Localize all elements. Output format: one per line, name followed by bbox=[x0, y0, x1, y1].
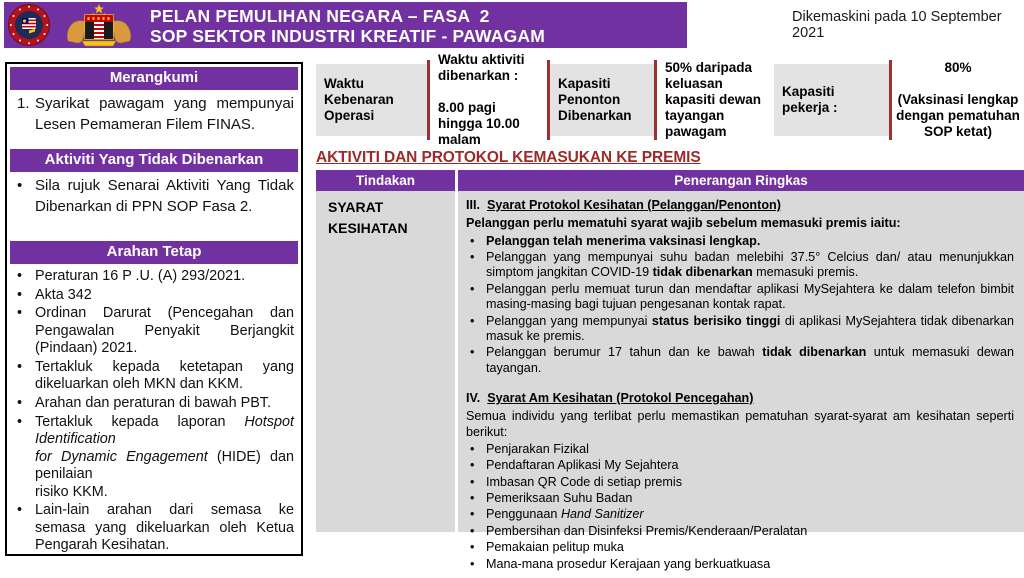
bullet-marker: • bbox=[17, 413, 23, 430]
column-header-tindakan: Tindakan bbox=[316, 170, 455, 191]
page-title-line2: SOP SEKTOR INDUSTRI KREATIF - PAWAGAM bbox=[150, 26, 546, 46]
bullet-marker: • bbox=[470, 458, 475, 473]
list-number: 1. bbox=[17, 95, 30, 112]
sidebar-list-arahan-tetap bbox=[7, 264, 301, 562]
list-item bbox=[15, 414, 294, 502]
bullet-marker: • bbox=[17, 305, 23, 322]
list-item bbox=[466, 458, 1014, 473]
list-item-text: Mana-mana prosedur Kerajaan yang berkuatkuasa bbox=[486, 556, 771, 571]
bullet-marker: • bbox=[17, 394, 23, 411]
bullet-marker: • bbox=[17, 268, 23, 284]
mkn-crest-icon bbox=[7, 3, 51, 47]
list-item bbox=[15, 305, 294, 358]
bullet-marker: • bbox=[470, 523, 475, 538]
list-item bbox=[466, 557, 1014, 572]
info-value-kapasiti-penonton bbox=[657, 60, 774, 140]
intro-sec3: Pelanggan perlu mematuhi syarat wajib sebelum memasuki premis iaitu: bbox=[466, 216, 901, 231]
header-titles bbox=[150, 6, 545, 46]
list-item-text: Akta 342 bbox=[35, 286, 92, 303]
list-item bbox=[466, 234, 1014, 249]
header-banner bbox=[4, 2, 687, 48]
list-item bbox=[15, 395, 294, 413]
list-item-text: Penjarakan Fizikal bbox=[486, 442, 589, 457]
list-item bbox=[466, 282, 1014, 313]
table-header-row bbox=[316, 170, 1024, 191]
list-item bbox=[15, 287, 294, 305]
bullet-marker: • bbox=[470, 556, 475, 571]
heading-numeral: III. bbox=[466, 198, 480, 212]
updated-date: Dikemaskini pada 10 September 2021 bbox=[792, 9, 1002, 41]
list-item bbox=[466, 524, 1014, 539]
row-label-line2: KESIHATAN bbox=[328, 220, 408, 236]
info-strip bbox=[316, 52, 1024, 147]
sidebar-heading-merangkumi: Merangkumi bbox=[10, 67, 298, 90]
left-sidebar bbox=[5, 62, 303, 556]
sidebar-heading-arahan-tetap: Arahan Tetap bbox=[10, 241, 298, 264]
list-item-text: Pelanggan yang mempunyai status berisiko tinggi di aplikasi MySejahtera tidak dibenarkan masuk ke premis. bbox=[486, 313, 1014, 343]
list-item bbox=[15, 268, 294, 286]
info-label-text: Waktu Kebenaran Operasi bbox=[324, 76, 394, 123]
list-item bbox=[15, 359, 294, 394]
list-item-text: Ordinan Darurat (Pencegahan dan Pengawalan Penyakit Berjangkit (Pindaan) 2021. bbox=[35, 305, 294, 357]
info-label-kapasiti-pekerja bbox=[774, 64, 889, 136]
list-item-text: Penggunaan Hand Sanitizer bbox=[486, 507, 644, 522]
info-value-kapasiti-pekerja: 80% (Vaksinasi lengkap dengan pematuhan SOP ketat) bbox=[896, 60, 1020, 139]
list-item bbox=[466, 540, 1014, 555]
list-item-text: Pembersihan dan Disinfeksi Premis/Kenderaan/Peralatan bbox=[486, 523, 808, 538]
list-item-text: Peraturan 16 P .U. (A) 293/2021. bbox=[35, 268, 246, 284]
bullet-marker: • bbox=[470, 233, 475, 248]
sidebar-heading-aktiviti-tidak-dibenarkan: Aktiviti Yang Tidak Dibenarkan bbox=[10, 149, 298, 172]
row-label-line1: SYARAT bbox=[328, 199, 384, 215]
list-item bbox=[15, 502, 294, 555]
intro-sec4: Semua individu yang terlibat perlu memastikan pematuhan syarat-syarat am kesihatan seperti berikut: bbox=[466, 409, 1014, 439]
jata-negara-icon bbox=[58, 3, 140, 48]
sidebar-list-aktiviti bbox=[7, 172, 301, 238]
bullet-marker: • bbox=[17, 286, 23, 303]
section-title: AKTIVITI DAN PROTOKOL KEMASUKAN KE PREMIS bbox=[316, 149, 701, 166]
list-item-text: Tertakluk kepada laporan Hotspot Identification for Dynamic Engagement (HIDE) dan penilaian risiko KKM. bbox=[35, 413, 294, 500]
list-item-text: Tertakluk kepada ketetapan yang dikeluarkan oleh MKN dan KKM. bbox=[35, 358, 294, 393]
list-item-text: Syarikat pawagam yang mempunyai Lesen Pemameran Filem FINAS. bbox=[35, 95, 294, 133]
bullet-marker: • bbox=[470, 281, 475, 296]
bullet-marker: • bbox=[17, 177, 23, 194]
list-item-text: Imbasan QR Code di setiap premis bbox=[486, 474, 682, 489]
list-item-text: Pelanggan telah menerima vaksinasi lengkap. bbox=[486, 233, 761, 248]
list-item bbox=[466, 491, 1014, 506]
list-item-text: Pemeriksaan Suhu Badan bbox=[486, 491, 633, 506]
bullet-marker: • bbox=[470, 442, 475, 457]
heading-syarat-protokol-kesihatan bbox=[466, 198, 1014, 213]
bullet-marker: • bbox=[470, 507, 475, 522]
info-value-waktu-aktiviti: Waktu aktiviti dibenarkan : 8.00 pagi hingga 10.00 malam bbox=[438, 52, 525, 147]
heading-numeral: IV. bbox=[466, 390, 481, 405]
heading-syarat-am-kesihatan bbox=[466, 391, 1014, 406]
list-item-text: Sila rujuk Senarai Aktiviti Yang Tidak Dibenarkan di PPN SOP Fasa 2. bbox=[35, 177, 294, 215]
info-value-text: 50% daripada keluasan kapasiti dewan tayangan pawagam bbox=[665, 60, 762, 139]
info-label-text: Kapasiti Penonton Dibenarkan bbox=[558, 76, 632, 123]
bullet-marker: • bbox=[470, 313, 475, 328]
bullet-marker: • bbox=[17, 358, 23, 375]
list-item bbox=[466, 250, 1014, 281]
bullet-marker: • bbox=[470, 540, 475, 555]
page-title-line1: PELAN PEMULIHAN NEGARA – FASA 2 bbox=[150, 6, 490, 26]
info-label-kapasiti-penonton bbox=[550, 64, 654, 136]
list-item bbox=[466, 314, 1014, 345]
list-item bbox=[15, 176, 294, 217]
penerangan-content bbox=[458, 191, 1024, 571]
heading-title: Syarat Protokol Kesihatan (Pelanggan/Penonton) bbox=[487, 198, 781, 212]
heading-title: Syarat Am Kesihatan (Protokol Pencegahan) bbox=[487, 390, 754, 405]
list-item bbox=[466, 507, 1014, 522]
list-item bbox=[466, 475, 1014, 490]
list-item-text: Pemakaian pelitup muka bbox=[486, 540, 624, 555]
list-item bbox=[15, 94, 294, 135]
row-label-syarat-kesihatan bbox=[316, 191, 455, 532]
list-item-text: Pelanggan perlu memuat turun dan mendaftar aplikasi MySejahtera ke dalam telefon bimbit masing-masing bagi tujuan pengesanan kontak rapat. bbox=[486, 281, 1014, 312]
bullet-marker: • bbox=[17, 502, 23, 519]
list-item-text: Arahan dan peraturan di bawah PBT. bbox=[35, 394, 272, 411]
column-header-penerangan-ringkas: Penerangan Ringkas bbox=[458, 170, 1024, 191]
sidebar-list-merangkumi bbox=[7, 90, 301, 146]
list-item-text: Pendaftaran Aplikasi My Sejahtera bbox=[486, 458, 679, 473]
info-label-waktu-kebenaran-operasi bbox=[316, 64, 427, 136]
table-body-row bbox=[316, 191, 1024, 571]
bullet-marker: • bbox=[470, 250, 475, 265]
bullet-list-sec4 bbox=[466, 442, 1014, 572]
list-item-text: Pelanggan berumur 17 tahun dan ke bawah tidak dibenarkan untuk memasuki dewan tayangan. bbox=[486, 345, 1014, 375]
bullet-marker: • bbox=[470, 491, 475, 506]
list-item-text: Pelanggan yang mempunyai suhu badan melebihi 37.5° Celcius dan/ atau menunjukkan simptom jangkitan COVID-19 tidak dibenarkan memasuki premis. bbox=[486, 250, 1014, 280]
list-item bbox=[466, 345, 1014, 376]
list-item bbox=[466, 442, 1014, 457]
bullet-list-sec3 bbox=[466, 234, 1014, 376]
protokol-table bbox=[316, 170, 1024, 571]
list-item-text: Lain-lain arahan dari semasa ke semasa yang dikeluarkan oleh Ketua Pengarah Kesihatan. bbox=[35, 502, 294, 554]
bullet-marker: • bbox=[470, 474, 475, 489]
info-label-text: Kapasiti pekerja : bbox=[782, 84, 838, 115]
bullet-marker: • bbox=[470, 345, 475, 360]
